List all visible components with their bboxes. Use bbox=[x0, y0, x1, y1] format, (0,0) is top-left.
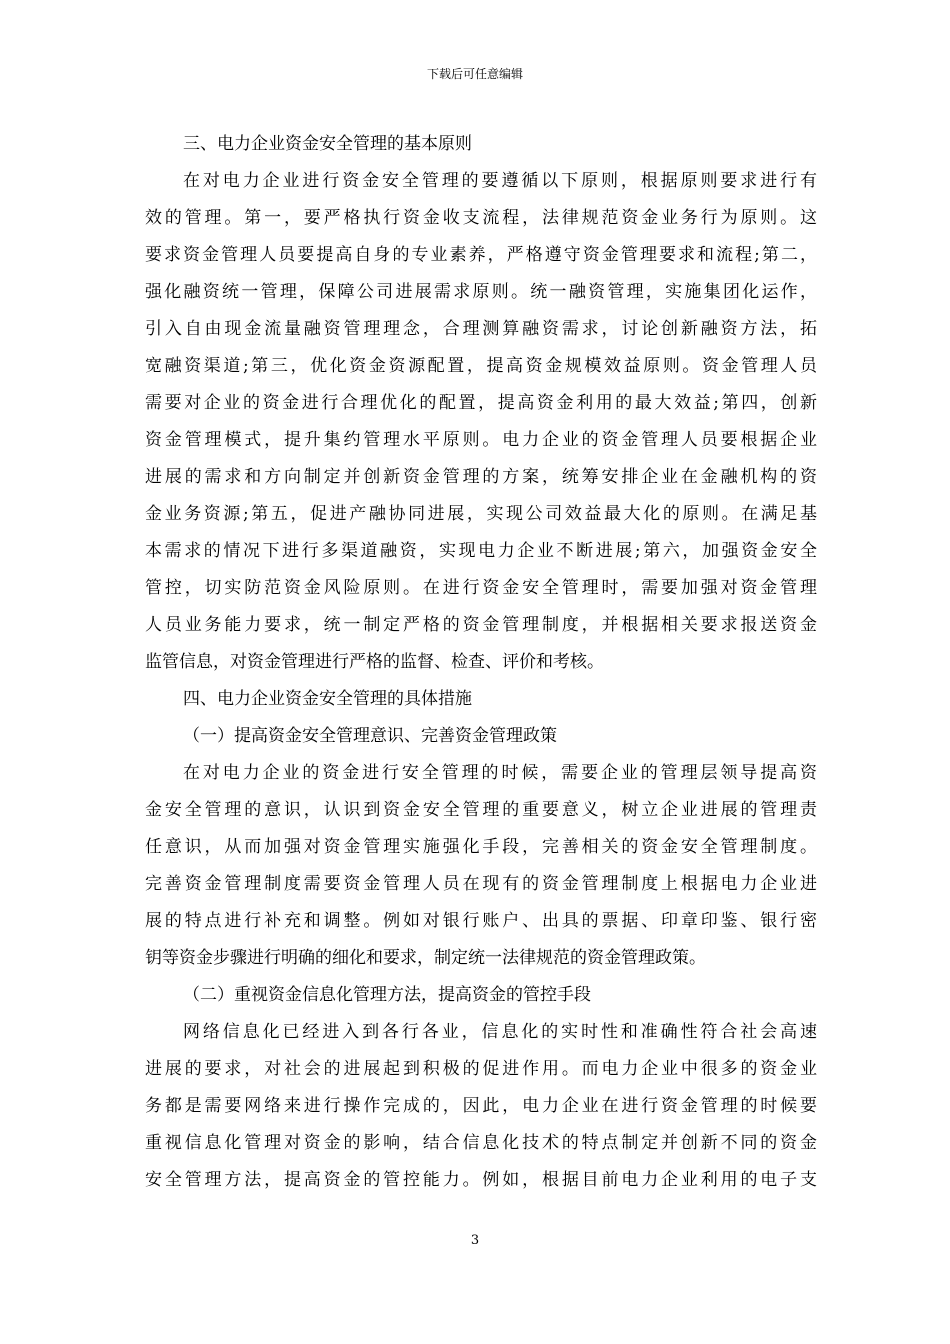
paragraph-line: 安全管理方法，提高资金的管控能力。例如，根据目前电力企业利用的电子支 bbox=[145, 1170, 817, 1190]
paragraph-line: 引入自由现金流量融资管理理念，合理测算融资需求，讨论创新融资方法，拓 bbox=[145, 319, 817, 339]
paragraph-line: 网络信息化已经进入到各行各业，信息化的实时性和准确性符合社会高速 bbox=[183, 1022, 817, 1042]
paragraph-line: 宽融资渠道;第三，优化资金资源配置，提高资金规模效益原则。资金管理人员 bbox=[145, 356, 817, 376]
paragraph-line: 资金管理模式，提升集约管理水平原则。电力企业的资金管理人员要根据企业 bbox=[145, 430, 817, 450]
paragraph-line: 人员业务能力要求，统一制定严格的资金管理制度，并根据相关要求报送资金 bbox=[145, 615, 817, 635]
subsection-heading: （一）提高资金安全管理意识、完善资金管理政策 bbox=[183, 726, 557, 746]
page-header: 下载后可任意编辑 bbox=[426, 67, 523, 81]
paragraph-line: 钥等资金步骤进行明确的细化和要求，制定统一法律规范的资金管理政策。 bbox=[145, 948, 706, 968]
paragraph-line: 完善资金管理制度需要资金管理人员在现有的资金管理制度上根据电力企业进 bbox=[145, 874, 817, 894]
section-heading: 三、电力企业资金安全管理的基本原则 bbox=[183, 134, 472, 154]
paragraph-line: 监管信息，对资金管理进行严格的监督、检查、评价和考核。 bbox=[145, 652, 604, 672]
subsection-heading: （二）重视资金信息化管理方法，提高资金的管控手段 bbox=[183, 985, 591, 1005]
paragraph-line: 在对电力企业进行资金安全管理的要遵循以下原则，根据原则要求进行有 bbox=[183, 171, 817, 191]
paragraph-line: 管控，切实防范资金风险原则。在进行资金安全管理时，需要加强对资金管理 bbox=[145, 578, 817, 598]
paragraph-line: 任意识，从而加强对资金管理实施强化手段，完善相关的资金安全管理制度。 bbox=[145, 837, 817, 857]
paragraph-line: 进展的要求，对社会的进展起到积极的促进作用。而电力企业中很多的资金业 bbox=[145, 1059, 817, 1079]
paragraph-line: 进展的需求和方向制定并创新资金管理的方案，统筹安排企业在金融机构的资 bbox=[145, 467, 817, 487]
paragraph-line: 强化融资统一管理，保障公司进展需求原则。统一融资管理，实施集团化运作， bbox=[145, 282, 817, 302]
paragraph-line: 展的特点进行补充和调整。例如对银行账户、出具的票据、印章印鉴、银行密 bbox=[145, 911, 817, 931]
document-body bbox=[145, 126, 817, 1199]
paragraph-line: 金安全管理的意识，认识到资金安全管理的重要意义，树立企业进展的管理责 bbox=[145, 800, 817, 820]
section-heading: 四、电力企业资金安全管理的具体措施 bbox=[183, 689, 472, 709]
paragraph-line: 效的管理。第一，要严格执行资金收支流程，法律规范资金业务行为原则。这 bbox=[145, 208, 817, 228]
paragraph-line: 需要对企业的资金进行合理优化的配置，提高资金利用的最大效益;第四，创新 bbox=[145, 393, 817, 413]
paragraph-line: 要求资金管理人员要提高自身的专业素养，严格遵守资金管理要求和流程;第二， bbox=[145, 245, 817, 265]
paragraph-line: 在对电力企业的资金进行安全管理的时候，需要企业的管理层领导提高资 bbox=[183, 763, 817, 783]
paragraph-line: 本需求的情况下进行多渠道融资，实现电力企业不断进展;第六，加强资金安全 bbox=[145, 541, 817, 561]
paragraph-line: 重视信息化管理对资金的影响，结合信息化技术的特点制定并创新不同的资金 bbox=[145, 1133, 817, 1153]
page-number: 3 bbox=[470, 1233, 480, 1248]
paragraph-line: 务都是需要网络来进行操作完成的，因此，电力企业在进行资金管理的时候要 bbox=[145, 1096, 817, 1116]
paragraph-line: 金业务资源;第五，促进产融协同进展，实现公司效益最大化的原则。在满足基 bbox=[145, 504, 817, 524]
